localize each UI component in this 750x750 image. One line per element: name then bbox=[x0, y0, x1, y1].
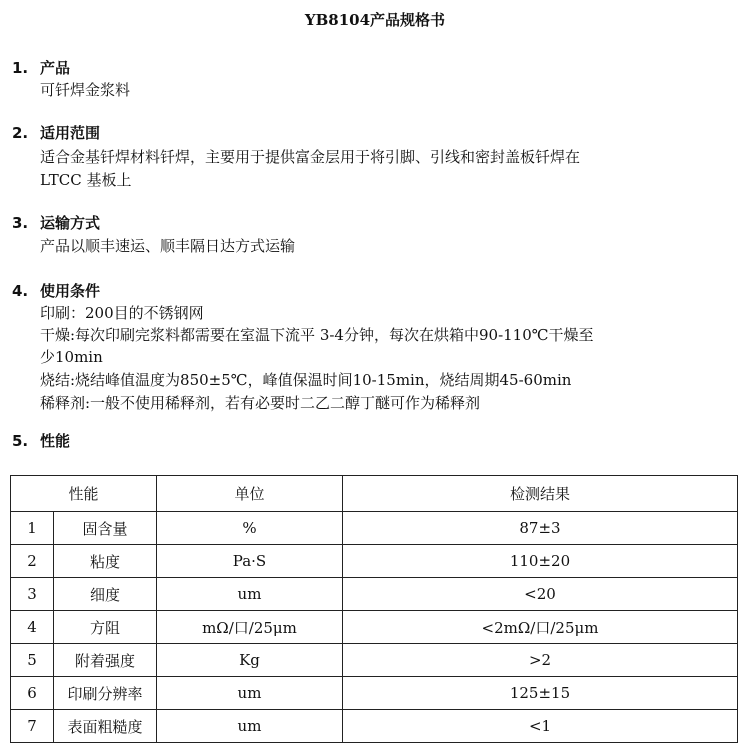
unit: um bbox=[157, 578, 343, 611]
section-4-line: 少10min bbox=[40, 348, 103, 366]
section-4-line: 印刷：200目的不锈钢网 bbox=[40, 304, 204, 322]
performance-table bbox=[10, 475, 738, 743]
table-row bbox=[11, 644, 738, 677]
property-name: 方阻 bbox=[54, 611, 157, 644]
section-4-line: 稀释剂:一般不使用稀释剂，若有必要时二乙二醇丁醚可作为稀释剂 bbox=[40, 394, 481, 412]
header-result: 检测结果 bbox=[343, 476, 738, 512]
section-3-number: 3. bbox=[12, 214, 29, 232]
section-3-heading: 运输方式 bbox=[40, 214, 101, 232]
property-name: 印刷分辨率 bbox=[54, 677, 157, 710]
table-row bbox=[11, 578, 738, 611]
row-number: 5 bbox=[11, 644, 54, 677]
unit: Kg bbox=[157, 644, 343, 677]
table-row bbox=[11, 677, 738, 710]
section-4-number: 4. bbox=[12, 282, 29, 300]
row-number: 2 bbox=[11, 545, 54, 578]
section-2-number: 2. bbox=[12, 124, 29, 142]
section-2-line: LTCC 基板上 bbox=[40, 171, 132, 189]
section-1-heading: 产品 bbox=[40, 59, 71, 77]
result: 87±3 bbox=[343, 512, 738, 545]
document-title: YB8104产品规格书 bbox=[304, 11, 446, 29]
property-name: 表面粗糙度 bbox=[54, 710, 157, 743]
table-row bbox=[11, 710, 738, 743]
unit: mΩ/口/25μm bbox=[157, 611, 343, 644]
result: 110±20 bbox=[343, 545, 738, 578]
table-header-row bbox=[11, 476, 738, 512]
table-row bbox=[11, 512, 738, 545]
section-2-line: 适合金基钎焊材料钎焊，主要用于提供富金层用于将引脚、引线和密封盖板钎焊在 bbox=[40, 148, 581, 166]
table-row bbox=[11, 611, 738, 644]
header-unit: 单位 bbox=[157, 476, 343, 512]
property-name: 附着强度 bbox=[54, 644, 157, 677]
section-1-number: 1. bbox=[12, 59, 29, 77]
row-number: 7 bbox=[11, 710, 54, 743]
section-2-heading: 适用范围 bbox=[40, 124, 101, 142]
section-3-line: 产品以顺丰速运、顺丰隔日达方式运输 bbox=[40, 237, 296, 255]
unit: % bbox=[157, 512, 343, 545]
unit: Pa·S bbox=[157, 545, 343, 578]
header-property: 性能 bbox=[11, 476, 157, 512]
table-row bbox=[11, 545, 738, 578]
property-name: 细度 bbox=[54, 578, 157, 611]
result: >2 bbox=[343, 644, 738, 677]
unit: um bbox=[157, 677, 343, 710]
section-4-line: 干燥:每次印刷完浆料都需要在室温下流平 3-4分钟，每次在烘箱中90-110℃干燥至 bbox=[40, 326, 594, 344]
result: <20 bbox=[343, 578, 738, 611]
row-number: 1 bbox=[11, 512, 54, 545]
property-name: 固含量 bbox=[54, 512, 157, 545]
section-4-heading: 使用条件 bbox=[40, 282, 101, 300]
row-number: 3 bbox=[11, 578, 54, 611]
section-1-line: 可钎焊金浆料 bbox=[40, 81, 131, 99]
result: <1 bbox=[343, 710, 738, 743]
section-5-number: 5. bbox=[12, 432, 29, 450]
row-number: 6 bbox=[11, 677, 54, 710]
section-4-line: 烧结:烧结峰值温度为850±5℃，峰值保温时间10-15min，烧结周期45-60min bbox=[40, 371, 572, 389]
result: 125±15 bbox=[343, 677, 738, 710]
section-5-heading: 性能 bbox=[40, 432, 71, 450]
unit: um bbox=[157, 710, 343, 743]
result: <2mΩ/口/25μm bbox=[343, 611, 738, 644]
row-number: 4 bbox=[11, 611, 54, 644]
property-name: 粘度 bbox=[54, 545, 157, 578]
